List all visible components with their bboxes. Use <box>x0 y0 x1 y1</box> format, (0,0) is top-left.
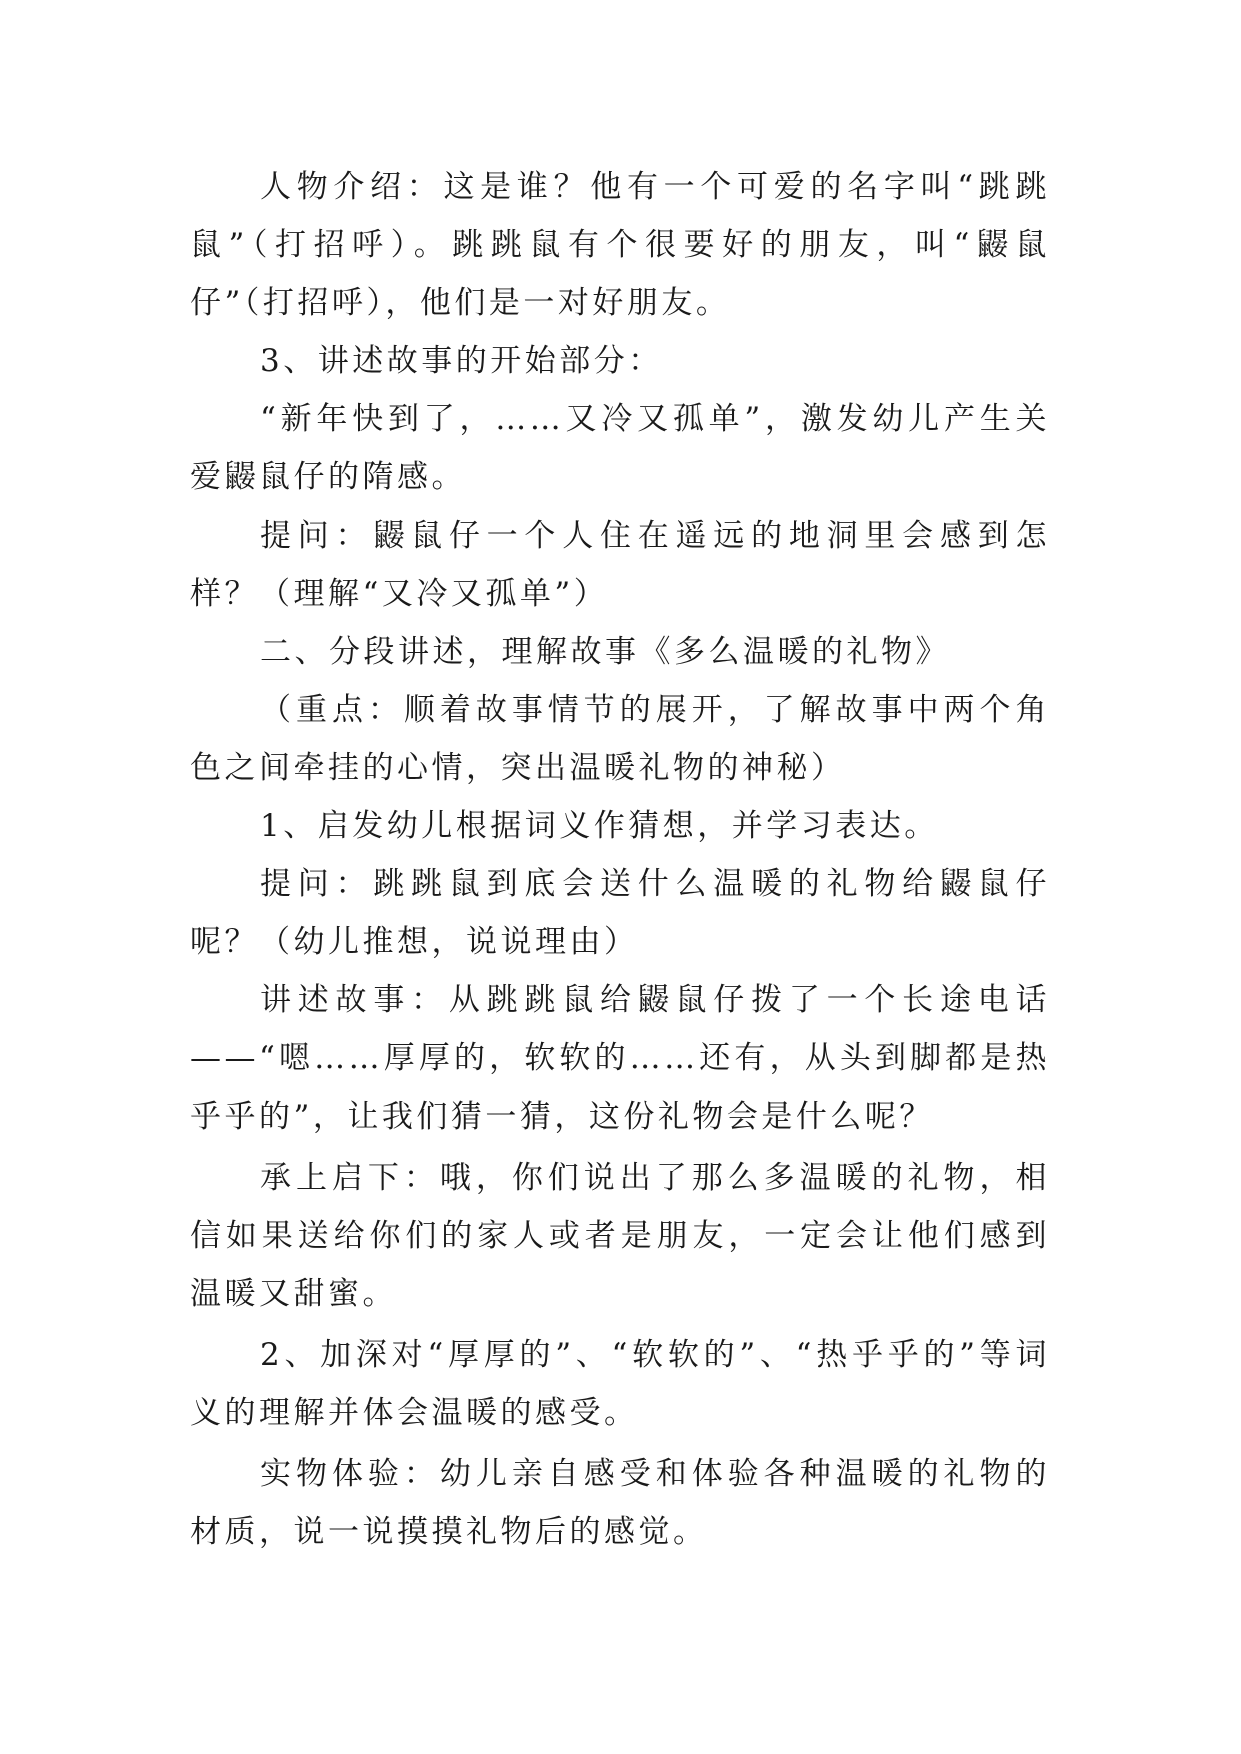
paragraph-story-telling: 讲述故事：从跳跳鼠给鼹鼠仔拨了一个长途电话——“嗯……厚厚的，软软的……还有，从头到脚都是热乎乎的”，让我们猜一猜，这份礼物会是什么呢？ <box>190 982 1050 1135</box>
paragraph-step-2: 2、加深对“厚厚的”、“软软的”、“热乎乎的”等词义的理解并体会温暖的感受。 <box>190 1336 1050 1431</box>
paragraph-step-1: 1、启发幼儿根据词义作猜想，并学习表达。 <box>260 808 939 845</box>
paragraph-character-intro: 人物介绍：这是谁？他有一个可爱的名字叫“跳跳鼠”（打招呼）。跳跳鼠有个很要好的朋友，叫“鼹鼠仔”（打招呼），他们是一对好朋友。 <box>190 169 1050 322</box>
paragraph-hands-on: 实物体验：幼儿亲自感受和体验各种温暖的礼物的材质，说一说摸摸礼物后的感觉。 <box>190 1456 1050 1551</box>
paragraph-transition: 承上启下：哦，你们说出了那么多温暖的礼物，相信如果送给你们的家人或者是朋友，一定会让他们感到温暖又甜蜜。 <box>190 1159 1050 1312</box>
paragraph-question-2: 提问：跳跳鼠到底会送什么温暖的礼物给鼹鼠仔呢？（幼儿推想，说说理由） <box>190 866 1050 961</box>
document-body <box>190 158 1050 1561</box>
paragraph-story-opening: “新年快到了，……又冷又孤单”，激发幼儿产生关爱鼹鼠仔的隋感。 <box>190 401 1050 496</box>
paragraph-key-point: （重点：顺着故事情节的展开，了解故事中两个角色之间牵挂的心情，突出温暖礼物的神秘） <box>190 691 1050 786</box>
paragraph-step-3: 3、讲述故事的开始部分： <box>260 343 663 380</box>
paragraph-section-2-heading: 二、分段讲述，理解故事《多么温暖的礼物》 <box>260 633 950 670</box>
paragraph-question-1: 提问：鼹鼠仔一个人住在遥远的地洞里会感到怎样？（理解“又冷又孤单”） <box>190 517 1050 612</box>
